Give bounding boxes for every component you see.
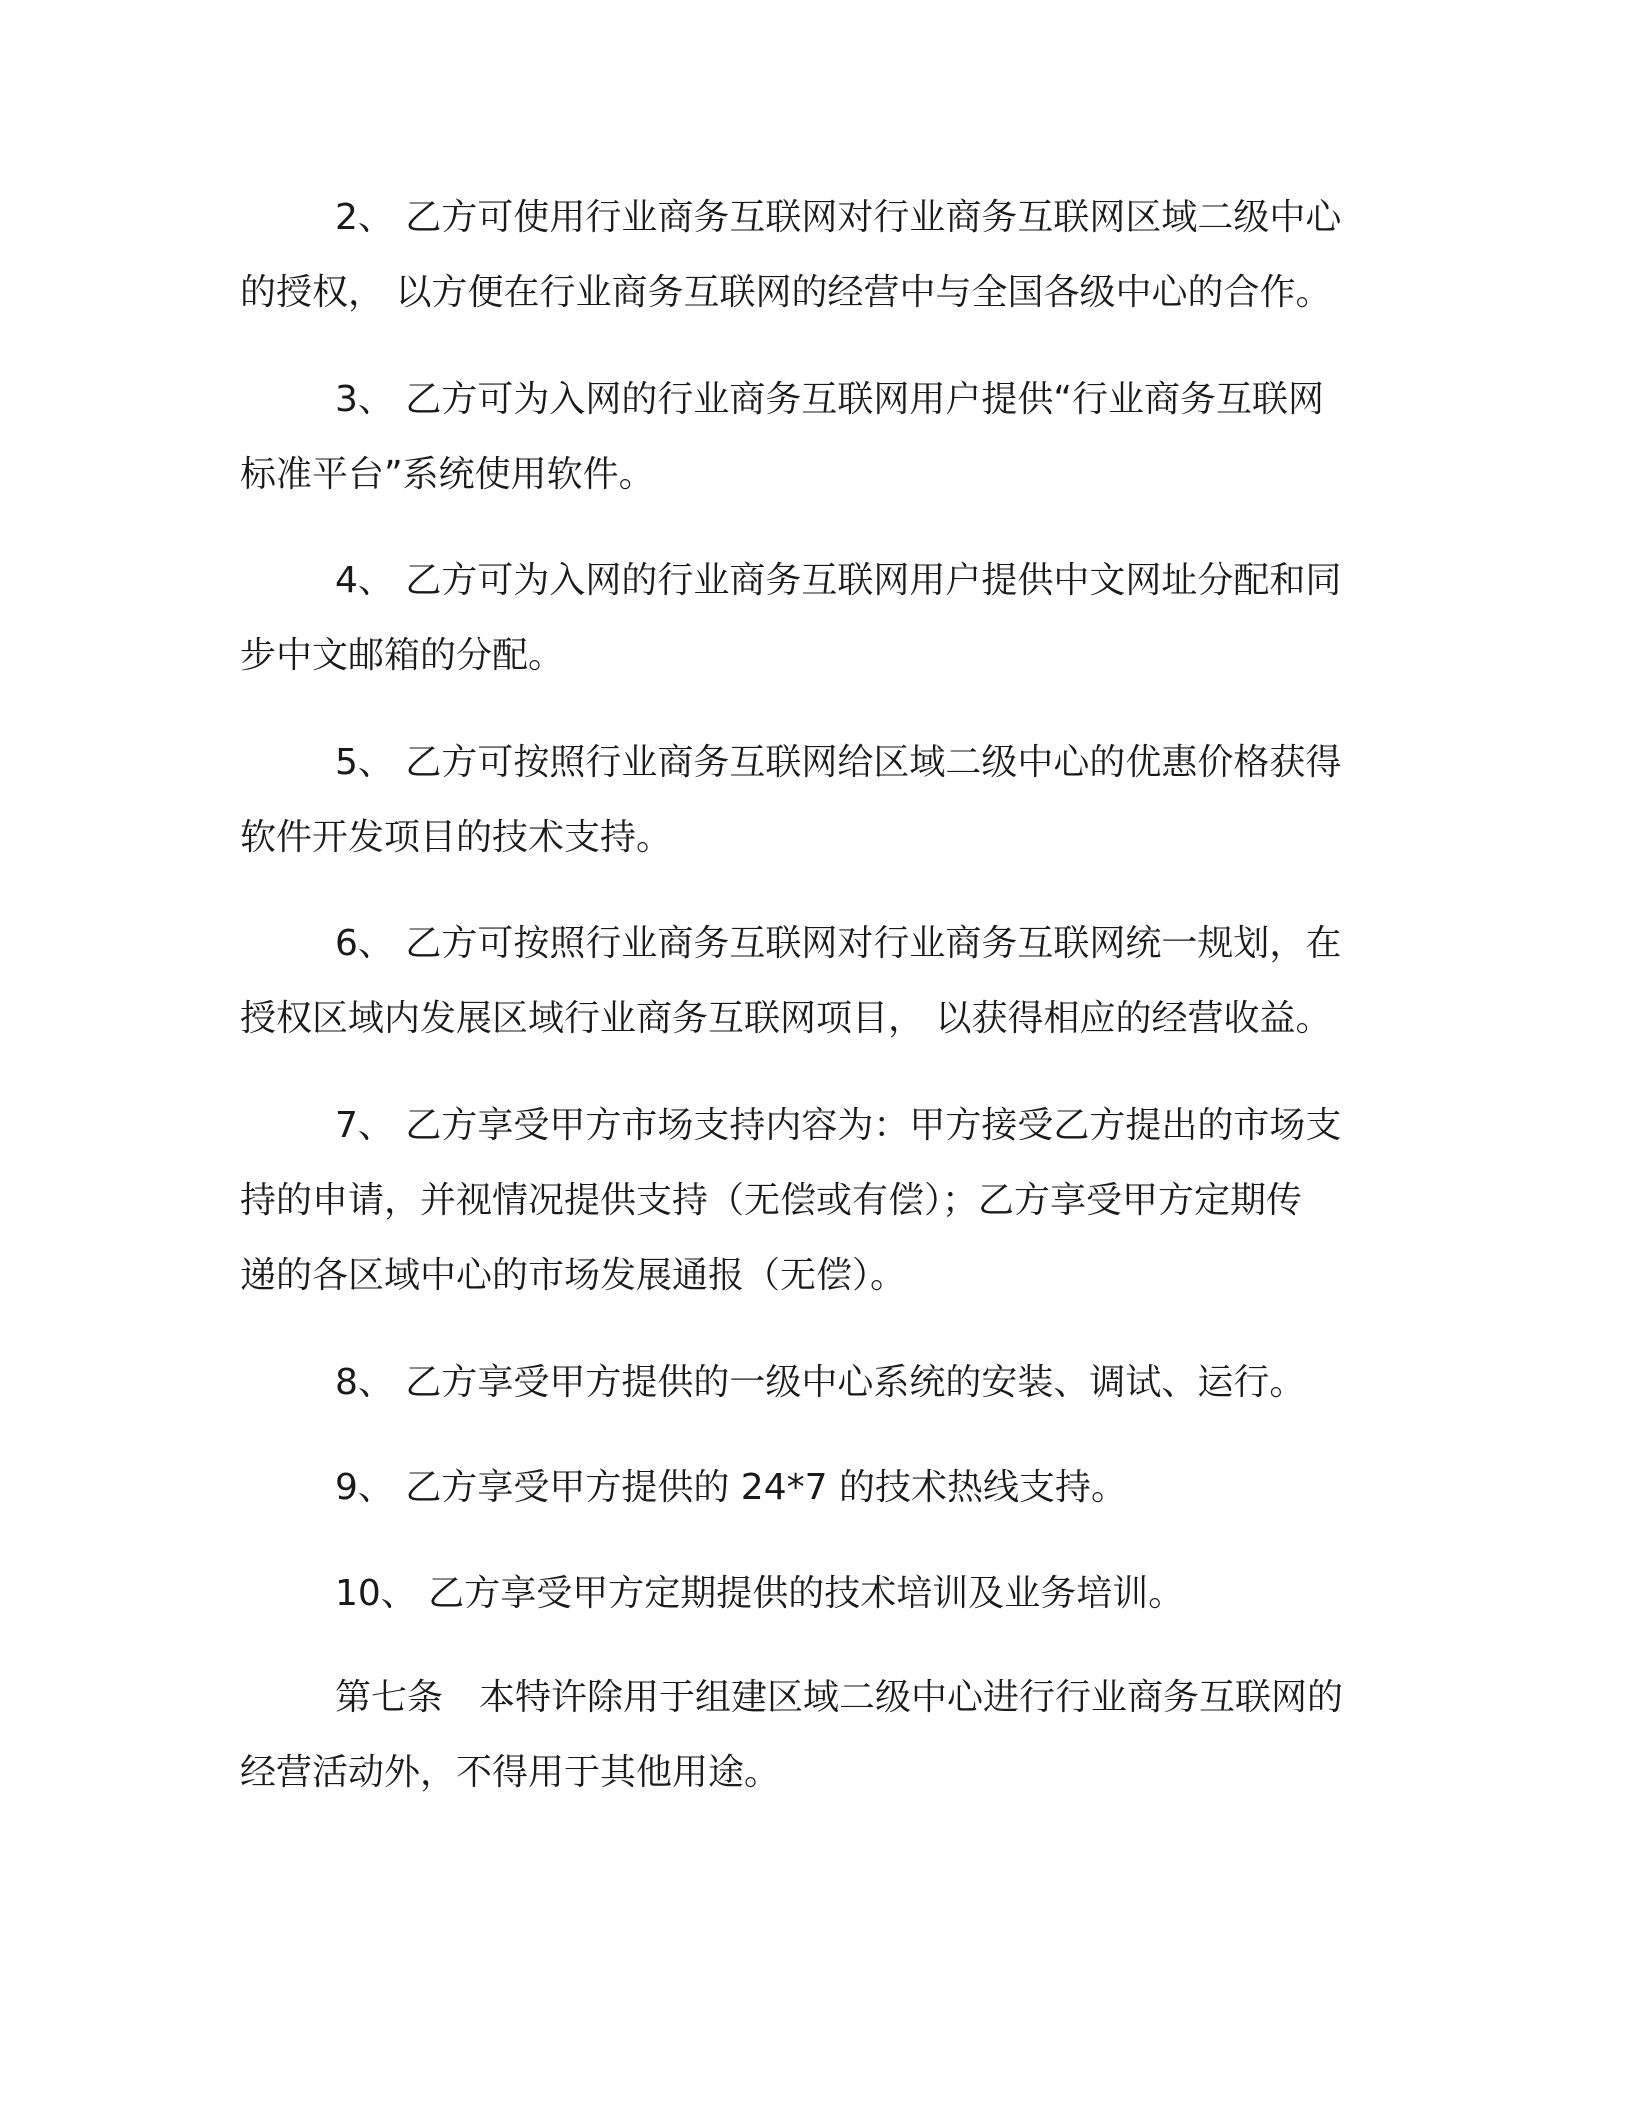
text-line: 10、 乙方享受甲方定期提供的技术培训及业务培训。 <box>335 1573 1185 1614</box>
clause-item-4 <box>240 543 1378 693</box>
clause-item-7 <box>240 1088 1378 1313</box>
text-line: 9、 乙方享受甲方提供的 24*7 的技术热线支持。 <box>335 1467 1127 1508</box>
text-line: 授权区域内发展区域行业商务互联网项目， 以获得相应的经营收益。 <box>240 998 1332 1039</box>
clause-item-5 <box>240 725 1378 875</box>
text-line: 第七条 本特许除用于组建区域二级中心进行行业商务互联网的 <box>335 1677 1344 1718</box>
text-line: 8、 乙方享受甲方提供的一级中心系统的安装、调试、运行。 <box>335 1362 1306 1403</box>
text-line: 持的申请，并视情况提供支持（无偿或有偿）；乙方享受甲方定期传 <box>240 1180 1303 1221</box>
article-seven <box>240 1660 1378 1810</box>
text-line: 步中文邮箱的分配。 <box>240 635 565 676</box>
text-line: 递的各区域中心的市场发展通报（无偿）。 <box>240 1255 907 1296</box>
text-line: 的授权， 以方便在行业商务互联网的经营中与全国各级中心的合作。 <box>240 272 1332 313</box>
text-line: 7、 乙方享受甲方市场支持内容为：甲方接受乙方提出的市场支 <box>335 1105 1342 1146</box>
text-line: 6、 乙方可按照行业商务互联网对行业商务互联网统一规划，在 <box>335 923 1342 964</box>
text-line: 5、 乙方可按照行业商务互联网给区域二级中心的优惠价格获得 <box>335 742 1342 783</box>
text-line: 3、 乙方可为入网的行业商务互联网用户提供“行业商务互联网 <box>335 379 1324 420</box>
text-line: 4、 乙方可为入网的行业商务互联网用户提供中文网址分配和同 <box>335 560 1342 601</box>
clause-item-9 <box>240 1450 1378 1525</box>
text-line: 标准平台”系统使用软件。 <box>240 454 655 495</box>
text-line: 2、 乙方可使用行业商务互联网对行业商务互联网区域二级中心 <box>335 197 1342 238</box>
clause-item-8 <box>240 1345 1378 1420</box>
clause-item-2 <box>240 180 1378 330</box>
text-line: 软件开发项目的技术支持。 <box>240 817 673 858</box>
clause-item-10 <box>240 1556 1378 1631</box>
text-line: 经营活动外，不得用于其他用途。 <box>240 1752 781 1793</box>
clause-item-3 <box>240 362 1378 512</box>
clause-item-6 <box>240 906 1378 1056</box>
